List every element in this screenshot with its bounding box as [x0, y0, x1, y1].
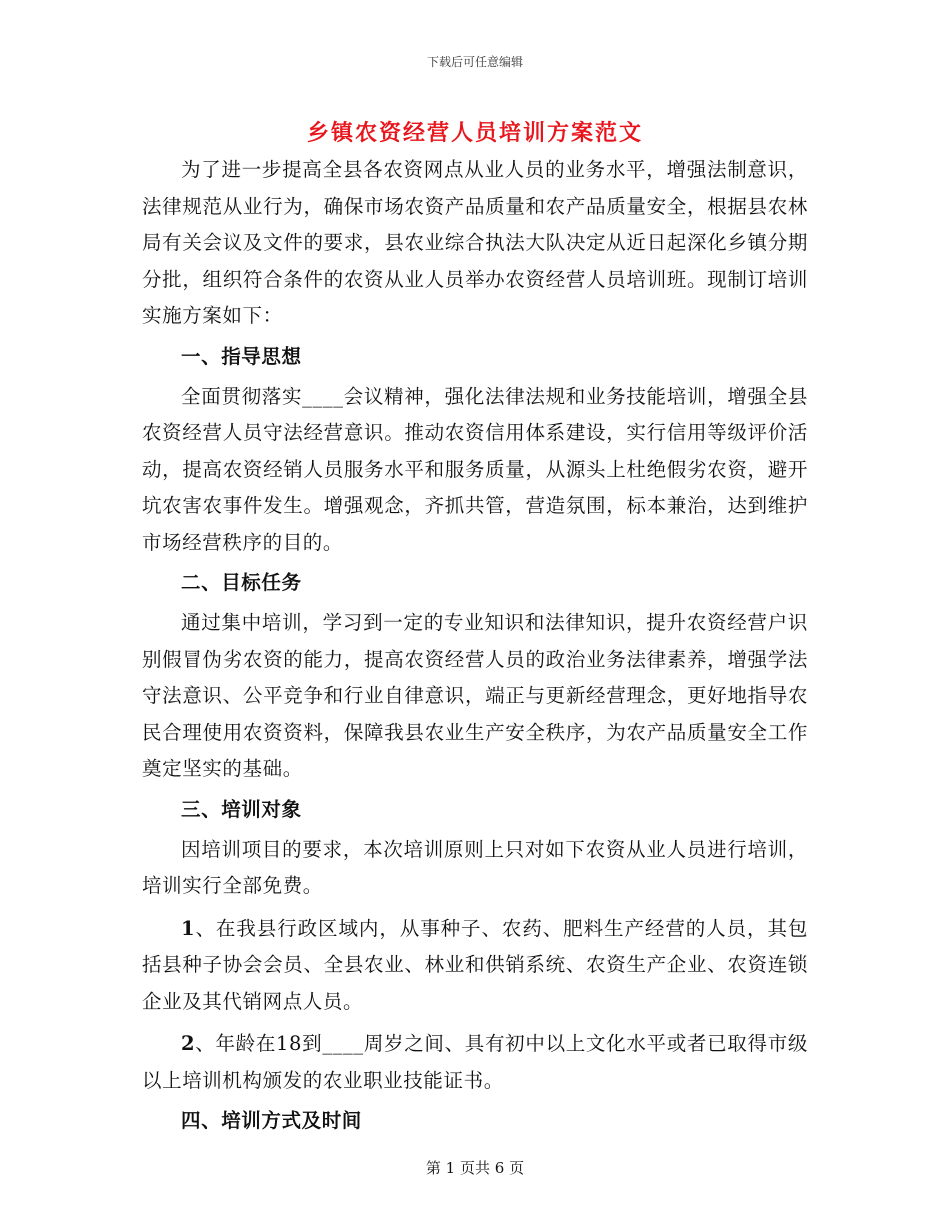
section-body-1: 全面贯彻落实____会议精神，强化法律法规和业务技能培训，增强全县农资经营人员守法经营意识。推动农资信用体系建设，实行信用等级评价活动，提高农资经销人员服务水平和服务质量，从源头上杜绝假劣农资，避开坑农害农事件发生。增强观念，齐抓共管，营造氛围，标本兼治，达到维护市场经营秩序的目的。 [142, 384, 808, 554]
list-item-text: 、在我县行政区域内，从事种子、农药、肥料生产经营的人员，其包括县种子协会会员、全县农业、林业和供销系统、农资生产企业、农资连锁企业及其代销网点人员。 [142, 916, 808, 1013]
intro-paragraph: 为了进一步提高全县各农资网点从业人员的业务水平，增强法制意识，法律规范从业行为，确保市场农资产品质量和农产品质量安全，根据县农林局有关会议及文件的要求，县农业综合执法大队决定从近日起深化乡镇分期分批，组织符合条件的农资从业人员举办农资经营人员培训班。现制订培训实施方案如下： [142, 158, 808, 327]
list-item-number: 2 [181, 1032, 196, 1055]
document-body [142, 152, 808, 1143]
list-item-1 [142, 911, 808, 1021]
list-item-number: 1 [181, 916, 196, 940]
section-heading-2: 二、目标任务 [181, 571, 302, 594]
list-item-2 [142, 1026, 808, 1099]
list-item-text: 、年龄在18到____周岁之间、具有初中以上文化水平或者已取得市级以上培训机构颁发的农业职业技能证书。 [142, 1032, 808, 1092]
document-title: 乡镇农资经营人员培训方案范文 [306, 120, 643, 146]
page-footer: 第 1 页共 6 页 [425, 1159, 525, 1177]
header-note: 下载后可任意编辑 [426, 55, 523, 69]
section-heading-3: 三、培训对象 [181, 797, 302, 821]
section-heading-1: 一、指导思想 [181, 344, 302, 368]
section-body-3: 因培训项目的要求，本次培训原则上只对如下农资从业人员进行培训，培训实行全部免费。 [142, 837, 808, 897]
section-heading-4: 四、培训方式及时间 [181, 1109, 362, 1132]
section-body-2: 通过集中培训，学习到一定的专业知识和法律知识，提升农资经营户识别假冒伪劣农资的能力，提高农资经营人员的政治业务法律素养，增强学法守法意识、公平竞争和行业自律意识，端正与更新经营理念，更好地指导农民合理使用农资资料，保障我县农业生产安全秩序，为农产品质量安全工作奠定坚实的基础。 [142, 611, 808, 780]
